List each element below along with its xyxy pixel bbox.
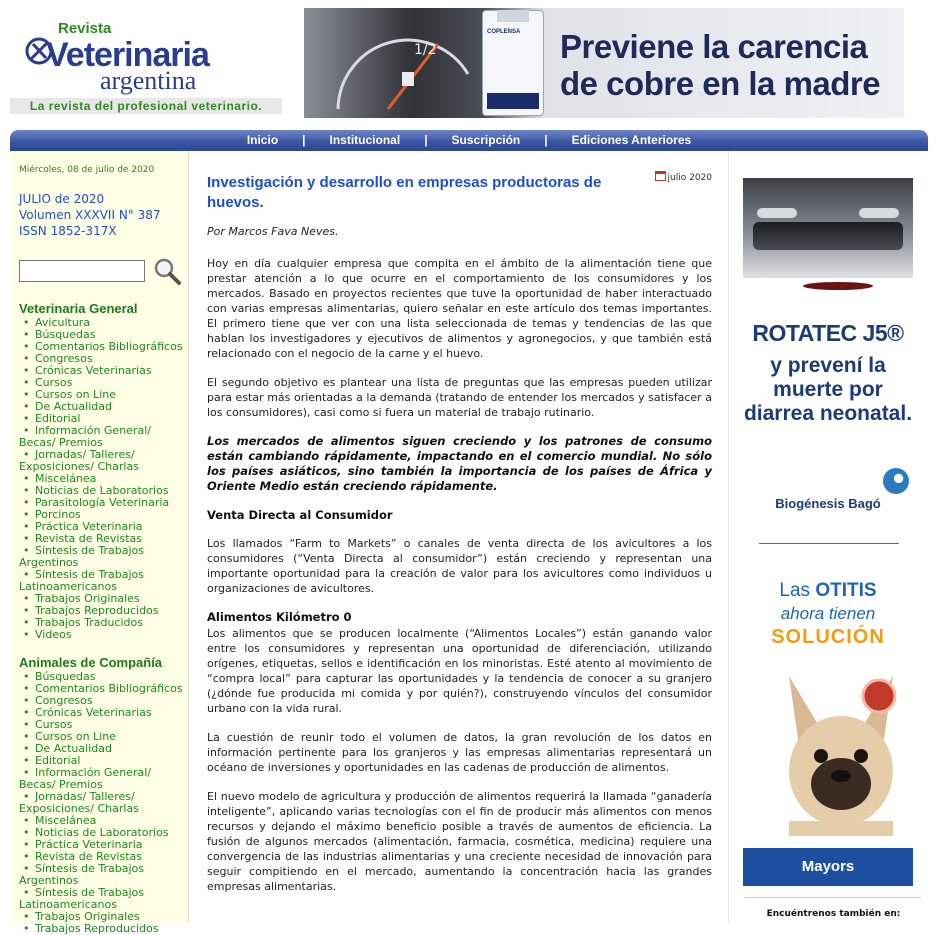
article-date: julio 2020 — [655, 171, 712, 183]
category-link[interactable]: • Cursos on Line — [19, 731, 188, 743]
article-paragraph: El nuevo modelo de agricultura y producción de alimentos requerirá la llamada “ganadería inteligente”, aplicando varias tecnologías con el fin de producir más alimentos con menos recursos y dejando el máximo beneficio posible a través de aumentos de eficiencia. La fusión de algunos mercados (alimentación, farmacia, cosmética, medicina) requiere una convergencia de las industrias alimentarias y una creciente necesidad de innovación para seguir compitiendo en el mercado, aumentando la concentración hacia las grandes empresas alimentarias. — [207, 790, 712, 893]
car-image — [743, 178, 913, 278]
stain-image — [803, 282, 873, 290]
ad-company: Biogénesis Bagó — [775, 496, 881, 511]
category-link[interactable]: • Videos — [19, 629, 188, 641]
category-list — [19, 317, 188, 641]
divider — [759, 543, 899, 544]
category-link[interactable]: • De Actualidad — [19, 743, 188, 755]
product-bottle-image — [482, 10, 544, 116]
logo-subtitle: argentina — [100, 66, 197, 95]
category-link[interactable]: • Información General/ Becas/ Premios — [19, 425, 188, 449]
logo-revista: Revista — [58, 20, 112, 37]
issue-volume: Volumen XXXVII N° 387 — [19, 208, 161, 222]
category-link[interactable]: • Noticias de Laboratorios — [19, 827, 188, 839]
article-paragraph: Los alimentos que se producen localmente (“Alimentos Locales”) están ganando valor entre los consumidores y representan una oportunidad de diferenciación, utilizando orígenes, etiquetas, sellos e identificación en los minoristas. Esté atento al movimiento de “compra local” para capturar las oportunidades y la tendencia de conocer a su granjero (¿dónde fue producida mi comida y por quién?), construyendo vínculos del consumidor urbano con la vida rural. — [207, 627, 712, 715]
calendar-icon — [655, 171, 666, 181]
article-subheading: Alimentos Kilómetro 0 — [207, 610, 352, 624]
category-menu — [19, 301, 188, 935]
category-link[interactable]: • Trabajos Originales — [19, 593, 188, 605]
otitis-ad[interactable] — [743, 556, 913, 886]
category-link[interactable]: • Crónicas Veterinarias — [19, 365, 188, 377]
category-link[interactable]: • Síntesis de Trabajos Latinoamericanos — [19, 569, 188, 593]
search-box — [19, 257, 188, 287]
top-banner-ad[interactable] — [304, 8, 904, 118]
category-link[interactable]: • Trabajos Reproducidos — [19, 605, 188, 617]
category-link[interactable]: • Avicultura — [19, 317, 188, 329]
category-link[interactable]: • Comentarios Bibliográficos — [19, 341, 188, 353]
category-link[interactable]: • Revista de Revistas — [19, 851, 188, 863]
category-link[interactable]: • Síntesis de Trabajos Latinoamericanos — [19, 887, 188, 911]
ad-brand-name: ROTATEC J5® — [752, 320, 904, 346]
category-link[interactable]: • Cursos — [19, 377, 188, 389]
site-logo[interactable] — [10, 14, 282, 114]
category-title[interactable]: Veterinaria General — [19, 301, 138, 316]
category-link[interactable]: • Editorial — [19, 413, 188, 425]
category-link[interactable]: • Cursos on Line — [19, 389, 188, 401]
search-icon[interactable] — [153, 257, 181, 285]
category-link[interactable]: • Práctica Veterinaria — [19, 521, 188, 533]
ad-subline: ahora tienen — [780, 604, 876, 623]
nav-separator: | — [544, 133, 548, 147]
category-link[interactable]: • Noticias de Laboratorios — [19, 485, 188, 497]
category-link[interactable]: • Trabajos Traducidos — [19, 617, 188, 629]
category-link[interactable]: • Trabajos Originales — [19, 911, 188, 923]
category-title[interactable]: Animales de Compañía — [19, 655, 163, 670]
rotatec-ad[interactable] — [743, 178, 913, 520]
category-link[interactable]: • Congresos — [19, 695, 188, 707]
category-list — [19, 671, 188, 935]
category-link[interactable]: • Información General/ Becas/ Premios — [19, 767, 188, 791]
category-link[interactable]: • Porcinos — [19, 509, 188, 521]
svg-text:1/2: 1/2 — [414, 42, 437, 58]
nav-inicio[interactable]: Inicio — [246, 133, 279, 147]
category-link[interactable]: • De Actualidad — [19, 401, 188, 413]
category-link[interactable]: • Miscelánea — [19, 473, 188, 485]
category-link[interactable]: • Búsquedas — [19, 329, 188, 341]
main-nav — [10, 130, 928, 151]
category-link[interactable]: • Comentarios Bibliográficos — [19, 683, 188, 695]
category-link[interactable]: • Parasitología Veterinaria — [19, 497, 188, 509]
dog-image — [769, 656, 913, 836]
current-date: Miércoles, 08 de julio de 2020 — [19, 165, 155, 175]
nav-institucional[interactable]: Institucional — [329, 133, 401, 147]
biogenesis-logo-icon — [883, 468, 909, 494]
nav-ediciones-anteriores[interactable]: Ediciones Anteriores — [571, 133, 692, 147]
nav-separator: | — [424, 133, 428, 147]
nav-suscripcion[interactable]: Suscripción — [451, 133, 521, 147]
search-input[interactable] — [19, 260, 145, 282]
article-paragraph: La cuestión de reunir todo el volumen de datos, la gran revolución de los datos en información pertinente para los granjeros y las empresas alimentarias representará un océano de inversiones y oportunidades en las cadenas de producción de alimentos. — [207, 731, 712, 774]
logo-title: Veterinaria — [46, 36, 209, 74]
follow-us-label: Encuéntrenos también en: — [766, 909, 901, 919]
category-link[interactable]: • Jornadas/ Talleres/ Exposiciones/ Charlas — [19, 449, 188, 473]
issue-month: JULIO de 2020 — [19, 192, 105, 206]
category-link[interactable]: • Congresos — [19, 353, 188, 365]
fuel-gauge-image — [318, 14, 478, 114]
category-link[interactable]: • Búsquedas — [19, 671, 188, 683]
banner-headline: Previene la carencia de cobre en la madre — [560, 28, 881, 102]
product-name: COPLENSA — [487, 29, 521, 35]
category-link[interactable]: • Editorial — [19, 755, 188, 767]
article — [207, 151, 712, 923]
article-paragraph: Los llamados “Farm to Markets” o canales de venta directa de los avicultores a los consumidores (“Venta Directa al consumidor”) están creciendo y representan una importante oportunidad para la creación de valor para los avicultores como individuos u organizaciones de avicultores. — [207, 537, 712, 595]
category-link[interactable]: • Práctica Veterinaria — [19, 839, 188, 851]
category-link[interactable]: • Miscelánea — [19, 815, 188, 827]
issue-issn: ISSN 1852-317X — [19, 224, 117, 238]
category-link[interactable]: • Revista de Revistas — [19, 533, 188, 545]
article-paragraph: Hoy en día cualquier empresa que compita en el ámbito de la alimentación tiene que prestar atención a lo que ocurre en el comportamiento de los consumidores y los mercados. Basado en proyectos recientes que tuve la oportunidad de haber interactuado con varias empresas alimentarias, quiero señalar en este artículo dos temas importantes. El primero tiene que ver con una lista seleccionada de temas y tendencias de las que hablan los investigadores y ejecutivos de alimentos y agronegocios, y que también está relacionado con el negocio de la carne y el huevo. — [207, 257, 712, 360]
category-link[interactable]: • Trabajos Reproducidos — [19, 923, 188, 935]
article-paragraph: El segundo objetivo es plantear una lista de preguntas que las empresas pueden utilizar para estar más orientadas a la demanda (tratando de entender los mercados y satisfacer a los consumidores), casi como si fuera un material de trabajo rutinario. — [207, 376, 712, 419]
left-sidebar — [10, 151, 189, 935]
divider — [745, 897, 921, 898]
article-highlight: Los mercados de alimentos siguen creciendo y los patrones de consumo están cambiando rápidamente, impactando en el comercio mundial. No sólo los países asiáticos, sino también la importancia de los países de África y Oriente Medio están creciendo rápidamente. — [207, 434, 712, 493]
ad-solution: SOLUCIÓN — [771, 626, 885, 648]
ad-copy: y prevení la muerte por diarrea neonatal. — [743, 354, 913, 425]
ad-headline: Las OTITIS — [779, 580, 877, 601]
category-link[interactable]: • Jornadas/ Talleres/ Exposiciones/ Charlas — [19, 791, 188, 815]
category-link[interactable]: • Cursos — [19, 719, 188, 731]
ad-company: Mayors — [743, 848, 913, 886]
article-title: Investigación y desarrollo en empresas productoras de huevos. — [207, 174, 602, 211]
category-link[interactable]: • Síntesis de Trabajos Argentinos — [19, 545, 188, 569]
category-link[interactable]: • Crónicas Veterinarias — [19, 707, 188, 719]
nav-separator: | — [302, 133, 306, 147]
logo-tagline: La revista del profesional veterinario. — [10, 98, 282, 114]
article-author: Por Marcos Fava Neves. — [207, 225, 339, 238]
article-subheading: Venta Directa al Consumidor — [207, 508, 393, 522]
category-link[interactable]: • Síntesis de Trabajos Argentinos — [19, 863, 188, 887]
right-sidebar — [728, 151, 937, 923]
